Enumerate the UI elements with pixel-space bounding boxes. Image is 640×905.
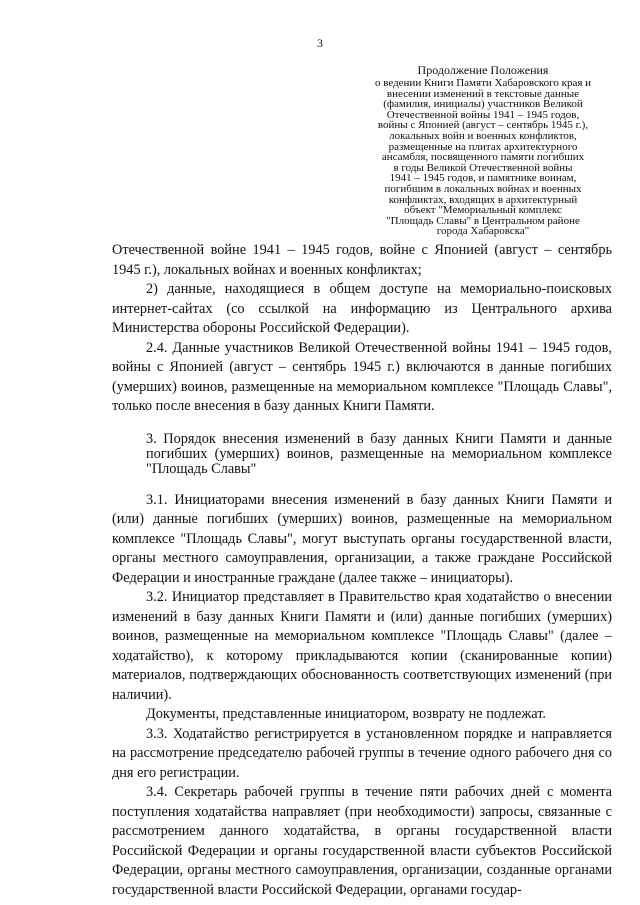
header-line: "Площадь Славы" в Центральном районе bbox=[386, 214, 580, 227]
header-line: в годы Великой Отечественной войны bbox=[393, 161, 573, 174]
header-line: локальных войн и военных конфликтов, bbox=[389, 129, 577, 142]
header-line: Отечественной войны 1941 – 1945 годов, bbox=[386, 108, 580, 121]
paragraph-3-2-note: Документы, представленные инициатором, возврату не подлежат. bbox=[146, 706, 546, 722]
header-line: войны с Японией (август – сентябрь 1945 г.), bbox=[377, 119, 589, 132]
header-line: размещенные на плитах архитектурного bbox=[388, 140, 578, 153]
paragraph-3-4: 3.4. Секретарь рабочей группы в течение пяти рабочих дней с момента поступления ходатайства направляет (при необходимости) запросы, связанные с рассмотрением данного ходатайства, в органы государственной власти Российской Федерации и органы государственной власти субъектов Российской Федерации, органы местного самоуправления, организации, созданные органами государственной власти Российской Федерации, органами государ- bbox=[112, 784, 612, 898]
document-body bbox=[112, 241, 612, 900]
header-line: объект "Мемориальный комплекс bbox=[404, 204, 562, 217]
header-line: конфликтах, входящих в архитектурный bbox=[388, 193, 578, 206]
header-line: ансамбля, посвященного памяти погибших bbox=[381, 151, 585, 164]
paragraph-2-4: 2.4. Данные участников Великой Отечественной войны 1941 – 1945 годов, войны с Японией (август – сентябрь 1945 г.) включаются в данные погибших (умерших) воинов, размещенные на мемориальном комплексе "Площадь Славы", только после внесения в базу данных Книги Памяти. bbox=[112, 339, 612, 414]
header-line: (фамилия, инициалы) участников Великой bbox=[383, 98, 583, 111]
page-number: 3 bbox=[317, 36, 323, 50]
header-line: погибшим в локальных войнах и военных bbox=[384, 182, 582, 195]
header-title: Продолжение Положения bbox=[417, 63, 549, 77]
section-3-heading: 3. Порядок внесения изменений в базу данных Книги Памяти и данные погибших (умерших) воинов, размещенные на мемориальном комплексе "Площадь Славы" bbox=[146, 430, 612, 477]
paragraph-3-2: 3.2. Инициатор представляет в Правительство края ходатайство о внесении изменений в базу данных Книги Памяти и (или) данные погибших (умерших) воинов, размещенные на мемориальном комплексе "Площадь Славы" (далее – ходатайство), к которому прикладываются копии (сканированные копии) материалов, подтверждающих обоснованность соответствующих изменений (при наличии). bbox=[112, 589, 612, 703]
header-line: 1941 – 1945 годов, и памятнике воинам, bbox=[389, 172, 577, 185]
paragraph-3-3: 3.3. Ходатайство регистрируется в установленном порядке и направляется на рассмотрение председателю рабочей группы в течение одного рабочего дня со дня его регистрации. bbox=[112, 725, 612, 781]
header-line: внесении изменений в текстовые данные bbox=[386, 87, 580, 100]
header-line: города Хабаровска" bbox=[436, 225, 530, 238]
paragraph-3-1: 3.1. Инициаторами внесения изменений в базу данных Книги Памяти и (или) данные погибших (умерших) воинов, размещенные на мемориальном комплексе "Площадь Славы", могут выступать органы государственной власти, органы местного самоуправления, организации, а также граждане Российской Федерации и иностранные граждане (далее также – инициаторы). bbox=[112, 491, 612, 586]
header-line: о ведении Книги Памяти Хабаровского края и bbox=[374, 77, 592, 89]
paragraph-2-2: 2) данные, находящиеся в общем доступе на мемориально-поисковых интернет-сайтах (со ссылкой на информацию из Центрального архива Министерства обороны Российской Федерации). bbox=[112, 281, 612, 336]
document-header bbox=[352, 64, 614, 237]
paragraph-continuation: Отечественной войне 1941 – 1945 годов, войне с Японией (август – сентябрь 1945 г.), локальных войнах и военных конфликтах; bbox=[112, 242, 612, 278]
